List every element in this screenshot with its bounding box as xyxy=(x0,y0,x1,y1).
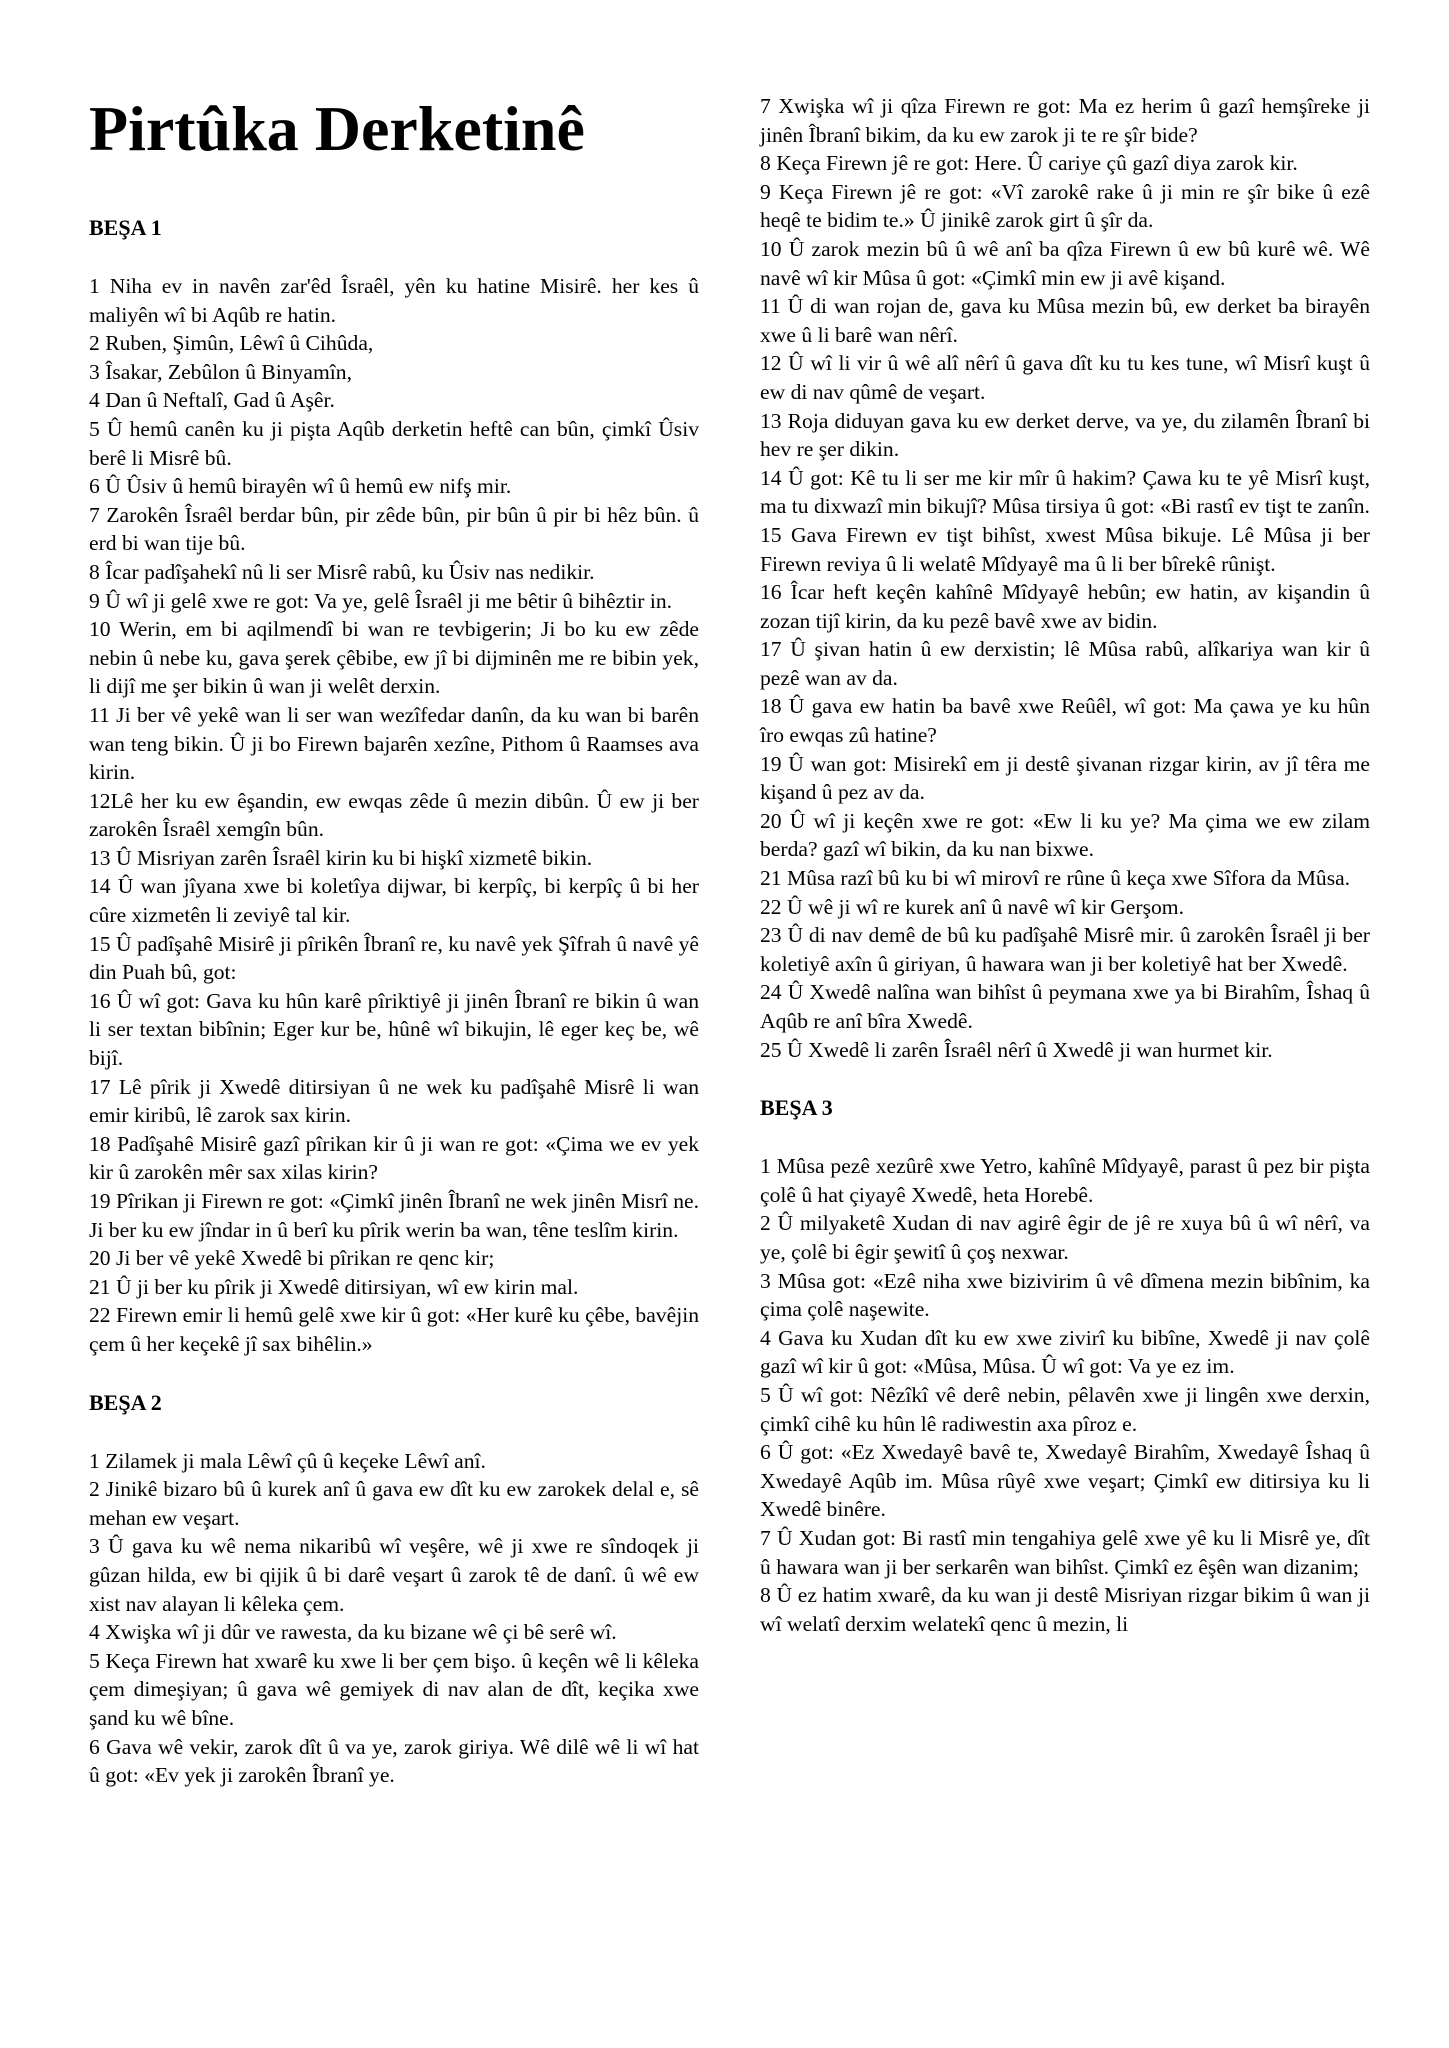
verse: 1 Niha ev in navên zar'êd Îsraêl, yên ku hatine Misirê. her kes û maliyên wî bi Aqûb re hatin. xyxy=(89,274,699,327)
verse: 1 Zilamek ji mala Lêwî çû û keçeke Lêwî anî. xyxy=(89,1448,486,1473)
verse: 12Lê her ku ew êşandin, ew ewqas zêde û mezin dibûn. Û ew ji ber zarokên Îsraêl xemgîn bûn. xyxy=(89,788,699,842)
verse: 12 Û wî li vir û wê alî nêrî û gava dît ku tu kes tune, wî Misrî kuşt û ew di nav qûmê de veşart. xyxy=(760,351,1370,404)
verse-list xyxy=(89,1447,699,1790)
verse: 16 Û wî got: Gava ku hûn karê pîriktiyê ji jinên Îbranî re bikin û wan li ser textan bibînin; Eger kur be, hûnê wî bikujin, lê eger keç be, wê bijî. xyxy=(89,988,699,1071)
verse: 13 Roja diduyan gava ku ew derket derve, va ye, du zilamên Îbranî bi hev re şer dikin. xyxy=(760,408,1370,462)
verse: 7 Û Xudan got: Bi rastî min tengahiya gelê xwe yê ku li Misrê ye, dît û hawara wan ji ber serkarên wan bihîst. Çimkî ez êşên wan dizanim; xyxy=(760,1525,1370,1579)
verse-list xyxy=(760,92,1370,1064)
verse: 14 Û wan jîyana xwe bi koletîya dijwar, bi kerpîç, bi kerpîç û bi her cûre xizmetên li zeviyê tal kir. xyxy=(89,874,699,928)
verse: 19 Û wan got: Misirekî em ji destê şivanan rizgar kirin, av jî têra me kişand û pez av da. xyxy=(760,751,1370,805)
verse: 11 Ji ber vê yekê wan li ser wan wezîfedar danîn, da ku wan bi barên wan teng bikin. Û ji bo Firewn bajarên xezîne, Pithom û Raamses ava kirin. xyxy=(89,702,699,785)
right-column xyxy=(760,92,1370,1668)
verse: 17 Lê pîrik ji Xwedê ditirsiyan û ne wek ku padîşahê Misrê li wan emir kiribû, lê zarok sax kirin. xyxy=(89,1074,699,1128)
verse: 15 Û padîşahê Misirê ji pîrikên Îbranî re, ku navê yek Şîfrah û navê yê din Puah bû, got: xyxy=(89,931,699,985)
verse: 10 Û zarok mezin bû û wê anî ba qîza Firewn û ew bû kurê wê. Wê navê wî kir Mûsa û got: «Çimkî min ew ji avê kişand. xyxy=(760,236,1370,290)
verse: 23 Û di nav demê de bû ku padîşahê Misrê mir. û zarokên Îsraêl ji ber koletiyê axîn û giriyan, û hawara wan ji ber koletiyê hat ber Xwedê. xyxy=(760,923,1370,976)
verse: 20 Û wî ji keçên xwe re got: «Ew li ku ye? Ma çima we ew zilam berda? gazî wî bikin, da ku nan bixwe. xyxy=(760,808,1370,862)
chapter-2 xyxy=(89,1389,699,1790)
verse: 4 Xwişka wî ji dûr ve rawesta, da ku bizane wê çi bê serê wî. xyxy=(89,1620,617,1645)
verse: 2 Jinikê bizaro bû û kurek anî û gava ew dît ku ew zarokek delal e, sê mehan ew veşart. xyxy=(89,1477,699,1530)
verse: 20 Ji ber vê yekê Xwedê bi pîrikan re qenc kir; xyxy=(89,1246,495,1271)
verse: 7 Xwişka wî ji qîza Firewn re got: Ma ez herim û gazî hemşîreke ji jinên Îbranî bikim, da ku ew zarok ji te re şîr bide? xyxy=(760,94,1370,147)
verse: 9 Keça Firewn jê re got: «Vî zarokê rake û ji min re şîr bike û ezê heqê te bidim te.» Û jinikê zarok girt û şîr da. xyxy=(760,179,1370,233)
verse: 6 Û Ûsiv û hemû birayên wî û hemû ew nifş mir. xyxy=(89,474,512,499)
verse: 14 Û got: Kê tu li ser me kir mîr û hakim? Çawa ku te yê Misrî kuşt, ma tu dixwazî min bikujî? Mûsa tirsiya û got: «Bi rastî ev tişt te zanîn. xyxy=(760,465,1370,519)
left-column xyxy=(89,92,699,1820)
chapter-heading: BEŞA 3 xyxy=(760,1095,833,1121)
verse: 5 Û wî got: Nêzîkî vê derê nebin, pêlavên xwe ji lingên xwe derxin, çimkî cihê ku hûn lê radiwestin axa pîroz e. xyxy=(760,1382,1370,1436)
verse: 11 Û di wan rojan de, gava ku Mûsa mezin bû, ew derket ba birayên xwe û li barê wan nêrî. xyxy=(760,294,1370,347)
chapter-2-continued xyxy=(760,92,1370,1064)
verse: 3 Mûsa got: «Ezê niha xwe bizivirim û vê dîmena mezin bibînim, ka çima çolê naşewite. xyxy=(760,1268,1370,1322)
verse: 24 Û Xwedê nalîna wan bihîst û peymana xwe ya bi Birahîm, Îshaq û Aqûb re anî bîra Xwedê. xyxy=(760,980,1370,1033)
verse-list xyxy=(89,272,699,1359)
verse: 8 Keça Firewn jê re got: Here. Û cariye çû gazî diya zarok kir. xyxy=(760,151,1298,176)
chapter-heading: BEŞA 2 xyxy=(89,1389,162,1415)
verse: 9 Û wî ji gelê xwe re got: Va ye, gelê Îsraêl ji me bêtir û bihêztir in. xyxy=(89,588,673,613)
verse: 6 Gava wê vekir, zarok dît û va ye, zarok giriya. Wê dilê wê li wî hat û got: «Ev yek ji zarokên Îbranî ye. xyxy=(89,1734,699,1788)
verse: 25 Û Xwedê li zarên Îsraêl nêrî û Xwedê ji wan hurmet kir. xyxy=(760,1037,1273,1062)
verse: 13 Û Misriyan zarên Îsraêl kirin ku bi hişkî xizmetê bikin. xyxy=(89,845,593,870)
verse: 17 Û şivan hatin û ew derxistin; lê Mûsa rabû, alîkariya wan kir û pezê wan av da. xyxy=(760,637,1370,690)
verse: 5 Keça Firewn hat xwarê ku xwe li ber çem bişo. û keçên wê li kêleka çem dimeşiyan; û gava wê gemiyek di nav alan de dît, keçika xwe şand ku wê bîne. xyxy=(89,1648,699,1730)
book-title: Pirtûka Derketinê xyxy=(89,93,585,164)
verse: 18 Û gava ew hatin ba bavê xwe Reûêl, wî got: Ma çawa ye ku hûn îro ewqas zû hatine? xyxy=(760,694,1370,748)
verse: 1 Mûsa pezê xezûrê xwe Yetro, kahînê Mîdyayê, parast û pez bir pişta çolê û hat çiyayê Xwedê, heta Horebê. xyxy=(760,1154,1370,1207)
chapter-1 xyxy=(89,214,699,1359)
verse: 3 Îsakar, Zebûlon û Binyamîn, xyxy=(89,359,353,384)
verse: 22 Û wê ji wî re kurek anî û navê wî kir Gerşom. xyxy=(760,894,1184,919)
verse: 15 Gava Firewn ev tişt bihîst, xwest Mûsa bikuje. Lê Mûsa ji ber Firewn reviya û li welatê Mîdyayê ma û li ber bîrekê rûnişt. xyxy=(760,522,1370,576)
verse: 21 Û ji ber ku pîrik ji Xwedê ditirsiyan, wî ew kirin mal. xyxy=(89,1274,579,1299)
verse: 19 Pîrikan ji Firewn re got: «Çimkî jinên Îbranî ne wek jinên Misrî ne. Ji ber ku ew jîndar in û berî ku pîrik werin ba wan, têne teslîm kirin. xyxy=(89,1189,699,1242)
verse: 6 Û got: «Ez Xwedayê bavê te, Xwedayê Birahîm, Xwedayê Îshaq û Xwedayê Aqûb im. Mûsa rûyê xwe veşart; Çimkî ew ditirsiya ku li Xwedê binêre. xyxy=(760,1440,1370,1522)
verse: 8 Îcar padîşahekî nû li ser Misrê rabû, ku Ûsiv nas nedikir. xyxy=(89,559,595,584)
verse: 21 Mûsa razî bû ku bi wî mirovî re rûne û keça xwe Sîfora da Mûsa. xyxy=(760,866,1351,891)
verse: 22 Firewn emir li hemû gelê xwe kir û got: «Her kurê ku çêbe, bavêjin çem û her keçekê jî sax bihêlin.» xyxy=(89,1303,699,1356)
verse: 8 Û ez hatim xwarê, da ku wan ji destê Misriyan rizgar bikim û wan ji wî welatî derxim welatekî qenc û mezin, li xyxy=(760,1583,1370,1636)
verse: 4 Dan û Neftalî, Gad û Aşêr. xyxy=(89,388,335,413)
chapter-heading: BEŞA 1 xyxy=(89,215,162,240)
verse: 2 Û milyaketê Xudan di nav agirê êgir de jê re xuya bû û wî nêrî, va ye, çolê bi êgir şewitî û çoş nexwar. xyxy=(760,1211,1370,1264)
verse: 3 Û gava ku wê nema nikaribû wî veşêre, wê ji xwe re sîndoqek ji gûzan hilda, ew bi qijik û bi darê veşart û zarok tê de danî. û wê ew xist nav alayan li kêleka çem. xyxy=(89,1534,699,1616)
verse: 4 Gava ku Xudan dît ku ew xwe zivirî ku bibîne, Xwedê ji nav çolê gazî wî kir û got: «Mûsa, Mûsa. Û wî got: Va ye ez im. xyxy=(760,1325,1370,1379)
verse-list xyxy=(760,1152,1370,1638)
verse: 10 Werin, em bi aqilmendî bi wan re tevbigerin; Ji bo ku ew zêde nebin û nebe ku, gava şerek çêbibe, ew jî bi dijminên me re bibin yek, li dijî me şer bikin û wan ji welêt derxin. xyxy=(89,617,699,699)
verse: 7 Zarokên Îsraêl berdar bûn, pir zêde bûn, pir bûn û pir bi hêz bûn. û erd bi wan tije bû. xyxy=(89,502,699,556)
verse: 2 Ruben, Şimûn, Lêwî û Cihûda, xyxy=(89,331,374,356)
verse: 16 Îcar heft keçên kahînê Mîdyayê hebûn; ew hatin, av kişandin û zozan tijî kirin, da ku pezê bavê xwe av bidin. xyxy=(760,580,1370,633)
chapter-3 xyxy=(760,1094,1370,1638)
verse: 5 Û hemû canên ku ji pişta Aqûb derketin heftê can bûn, çimkî Ûsiv berê li Misrê bû. xyxy=(89,416,699,470)
verse: 18 Padîşahê Misirê gazî pîrikan kir û ji wan re got: «Çima we ev yek kir û zarokên mêr sax xilas kirin? xyxy=(89,1131,699,1185)
